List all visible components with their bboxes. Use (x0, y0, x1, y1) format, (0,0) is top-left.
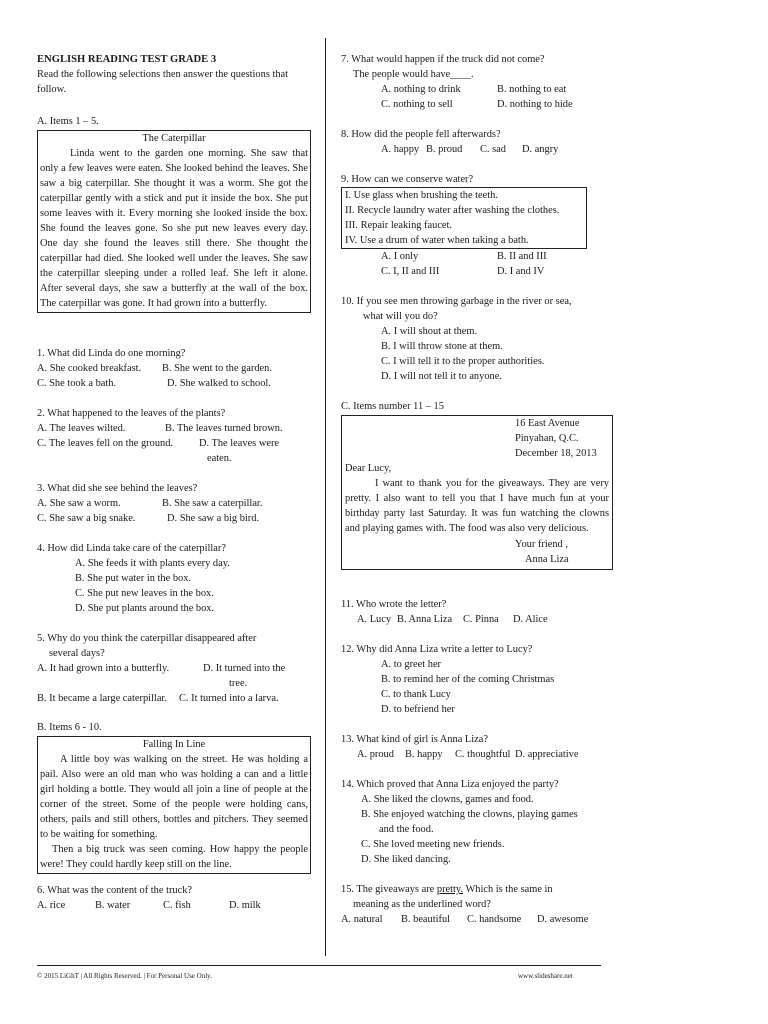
question-14 (341, 777, 613, 867)
letter-salutation: Dear Lucy, (345, 463, 392, 474)
choice-d: D. awesome (537, 914, 589, 925)
footer-copyright: © 2015 LiGhT | All Rights Reserved. | For Personal Use Only. (37, 972, 212, 980)
letter-signature: Anna Liza (525, 554, 569, 565)
choice-c: C. The leaves fell on the ground. (37, 438, 174, 449)
choice-d: D. She walked to school. (167, 378, 271, 389)
choice-b-cont: and the food. (379, 824, 434, 835)
question-text: 9. How can we conserve water? (341, 174, 474, 185)
question-9 (341, 172, 613, 279)
choice-a: A. happy (381, 144, 420, 155)
section-c-heading: C. Items number 11 – 15 (341, 401, 444, 412)
choice-c: C. She saw a big snake. (37, 513, 136, 524)
question-text: 7. What would happen if the truck did not come? (341, 54, 545, 65)
choice-c: C. nothing to sell (381, 99, 453, 110)
story-title: Falling In Line (142, 739, 206, 750)
question-text: 5. Why do you think the caterpillar disappeared after (37, 633, 257, 644)
choice-b: B. nothing to eat (497, 84, 567, 95)
choice-a: A. nothing to drink (381, 84, 461, 95)
question-text-cont: what will you do? (363, 311, 438, 322)
choice-b: B. I will throw stone at them. (381, 341, 503, 352)
choice-c: C. She loved meeting new friends. (361, 839, 505, 850)
question-15 (341, 882, 613, 927)
statements-box (341, 187, 587, 249)
section-b-heading: B. Items 6 - 10. (37, 722, 102, 733)
choice-a: A. proud (357, 749, 394, 760)
choice-a: A. She liked the clowns, games and food. (361, 794, 534, 805)
choice-b: B. She enjoyed watching the clowns, playing games (361, 809, 578, 820)
choice-c: C. thoughtful (455, 749, 511, 760)
right-column (341, 52, 613, 942)
choice-b: B. beautiful (401, 914, 451, 925)
choice-d: D. Alice (513, 614, 548, 625)
letter-box (341, 415, 613, 570)
story-title: The Caterpillar (142, 133, 206, 144)
choice-d: D. I and IV (497, 266, 545, 277)
choice-a: A. It had grown into a butterfly. (37, 663, 170, 674)
choice-c: C. fish (163, 900, 191, 911)
question-text: 3. What did she see behind the leaves? (37, 483, 198, 494)
question-text: 11. Who wrote the letter? (341, 599, 447, 610)
choice-c: C. handsome (467, 914, 522, 925)
question-1 (37, 346, 311, 391)
choice-d: D. to befriend her (381, 704, 455, 715)
question-text: 2. What happened to the leaves of the plants? (37, 408, 226, 419)
address-line-2: Pinyahan, Q.C. (515, 433, 579, 444)
story-paragraph-1: A little boy was walking on the street. He was holding a pail. Also were an old man who was holding a can and a little girl holding a bottle. They would all join a line of people at the corner of the street. Some of the people were holding cans, others, pails and still others, bottles and pitchers. They seemed to be waiting for something. (40, 754, 308, 840)
choice-b: B. Anna Liza (397, 614, 453, 625)
left-column (37, 52, 311, 928)
question-5 (37, 631, 311, 706)
story-text: Linda went to the garden one morning. She saw that only a few leaves were eaten. She looked behind the leaves. She saw a big caterpillar. She thought it was a worm. She got the caterpillar gently with a stick and put it inside the box. She put some leaves with it. Every morning she looked inside the box. She found the leaves gone. So she put new leaves every day. One day she found the leaves still there. She thought the caterpillar had died. She looked well under the leaves. She saw the caterpillar sleeping under a rolled leaf. She left it alone. After several days, she saw a butterfly at the wall of the box. The caterpillar was gone. It had grown into a butterfly. (40, 148, 308, 309)
question-11 (341, 597, 613, 627)
choice-a: A. She cooked breakfast. (37, 363, 142, 374)
story-caterpillar (37, 130, 311, 313)
choice-d: D. milk (229, 900, 261, 911)
question-text: 13. What kind of girl is Anna Liza? (341, 734, 488, 745)
choice-b: B. It became a large caterpillar. (37, 693, 167, 704)
instructions: Read the following selections then answer the questions that follow. (37, 69, 289, 95)
statement-i: I. Use glass when brushing the teeth. (345, 190, 498, 201)
choice-d: D. It turned into the (203, 663, 286, 674)
choice-c: C. Pinna (463, 614, 499, 625)
question-3 (37, 481, 311, 526)
choice-b: B. She saw a caterpillar. (162, 498, 263, 509)
question-text-cont: meaning as the underlined word? (353, 899, 491, 910)
choice-d: D. I will not tell it to anyone. (381, 371, 502, 382)
choice-a: A. She saw a worm. (37, 498, 121, 509)
choice-c: C. I, II and III (381, 266, 440, 277)
choice-d: D. nothing to hide (497, 99, 573, 110)
question-text (341, 882, 613, 897)
column-divider (325, 38, 326, 956)
choice-c: C. She took a bath. (37, 378, 117, 389)
question-text-cont: The people would have____. (353, 69, 474, 80)
question-text: 8. How did the people fell afterwards? (341, 129, 501, 140)
statement-iv: IV. Use a drum of water when taking a bath. (345, 235, 529, 246)
question-13 (341, 732, 613, 762)
choice-d: D. She saw a big bird. (167, 513, 260, 524)
choice-a: A. The leaves wilted. (37, 423, 126, 434)
choice-b: B. She put water in the box. (75, 573, 192, 584)
choice-d: D. The leaves were (199, 438, 280, 449)
letter-date: December 18, 2013 (515, 448, 597, 459)
choice-c: C. She put new leaves in the box. (75, 588, 214, 599)
question-text: 14. Which proved that Anna Liza enjoyed the party? (341, 779, 559, 790)
choice-c: C. to thank Lucy (381, 689, 451, 700)
choice-d: D. angry (522, 144, 559, 155)
choice-d-cont: eaten. (207, 453, 232, 464)
question-text: 4. How did Linda take care of the caterpillar? (37, 543, 226, 554)
choice-a: A. She feeds it with plants every day. (75, 558, 230, 569)
choice-b: B. proud (426, 144, 463, 155)
choice-d: D. She liked dancing. (361, 854, 451, 865)
choice-b: B. She went to the garden. (162, 363, 272, 374)
question-text: 12. Why did Anna Liza write a letter to Lucy? (341, 644, 533, 655)
choice-a: A. rice (37, 900, 66, 911)
address-line-1: 16 East Avenue (515, 418, 580, 429)
footer-link[interactable]: www.slideshare.net (518, 972, 573, 980)
question-12 (341, 642, 613, 717)
choice-a: A. Lucy (357, 614, 392, 625)
choice-b: B. water (95, 900, 131, 911)
statement-iii: III. Repair leaking faucet. (345, 220, 453, 231)
choice-a: A. I only (381, 251, 419, 262)
question-6 (37, 883, 311, 913)
question-text-start: 15. The giveaways are (341, 884, 437, 895)
question-text: 6. What was the content of the truck? (37, 885, 193, 896)
choice-b: B. II and III (497, 251, 547, 262)
question-2 (37, 406, 311, 466)
choice-b: B. to remind her of the coming Christmas (381, 674, 555, 685)
choice-d: D. She put plants around the box. (75, 603, 215, 614)
question-text: 1. What did Linda do one morning? (37, 348, 186, 359)
question-4 (37, 541, 311, 616)
choice-a: A. natural (341, 914, 383, 925)
choice-c: C. It turned into a larva. (179, 693, 279, 704)
choice-c: C. I will tell it to the proper authorities. (381, 356, 545, 367)
section-a-heading: A. Items 1 – 5. (37, 116, 99, 127)
choice-d: D. appreciative (515, 749, 579, 760)
story-falling-in-line (37, 736, 311, 874)
question-text-end: Which is the same in (463, 884, 553, 895)
question-8 (341, 127, 613, 157)
story-paragraph-2: Then a big truck was seen coming. How happy the people were! They could hardly keep still on the line. (40, 844, 308, 870)
letter-body: I want to thank you for the giveaways. They are very pretty. I also want to tell you that I have much fun at your birthday party last Saturday. It was fun watching the clowns and playing games with. The food was also very delicious. (345, 478, 609, 534)
question-10 (341, 294, 613, 384)
question-text-cont: several days? (49, 648, 105, 659)
question-text: 10. If you see men throwing garbage in the river or sea, (341, 296, 572, 307)
choice-b: B. happy (405, 749, 443, 760)
statement-ii: II. Recycle laundry water after washing the clothes. (345, 205, 560, 216)
choice-a: A. to greet her (381, 659, 442, 670)
underlined-word: pretty. (436, 884, 464, 895)
footer-divider (37, 965, 601, 966)
letter-closing: Your friend , (515, 539, 568, 550)
choice-b: B. The leaves turned brown. (165, 423, 283, 434)
choice-a: A. I will shout at them. (381, 326, 478, 337)
choice-c: C. sad (480, 144, 506, 155)
question-7 (341, 52, 613, 112)
choice-d-cont: tree. (229, 678, 248, 689)
page-title: ENGLISH READING TEST GRADE 3 (37, 54, 217, 65)
